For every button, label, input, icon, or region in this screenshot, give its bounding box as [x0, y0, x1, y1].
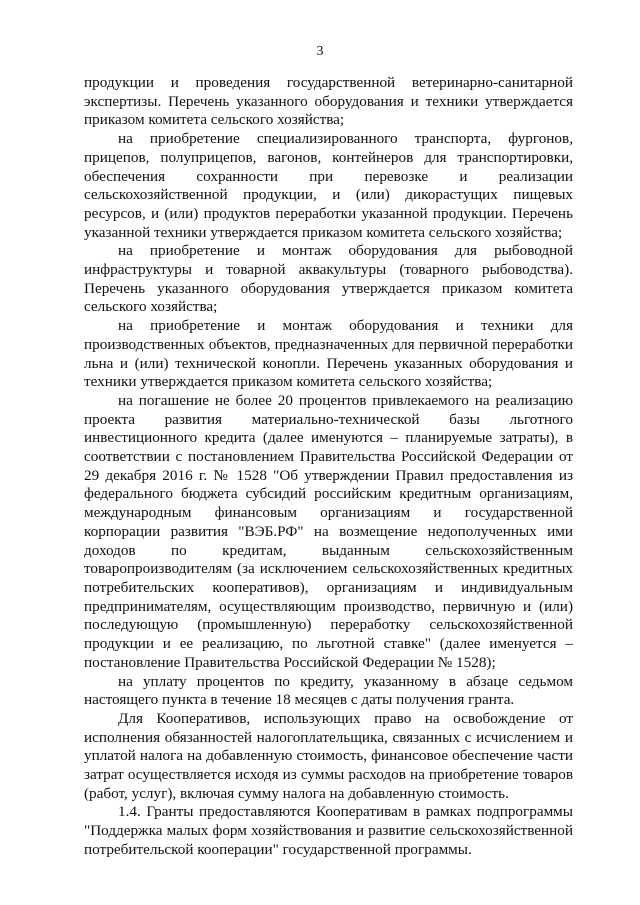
- paragraph-vat-exemption: Для Кооперативов, использующих право на освобождение от исполнения обязанностей налогоплательщика, связанных с исчислением и уплатой налога на добавленную стоимость, финансовое обеспечение части затрат осуществляется исходя из суммы расходов на приобретение товаров (работ, услуг), включая сумму налога на добавленную стоимость.: [84, 709, 573, 802]
- paragraph-transport: на приобретение специализированного транспорта, фургонов, прицепов, полуприцепов, вагонов, контейнеров для транспортировки, обеспечения сохранности при перевозке и реализации сельскохозяйственной продукции, и (или) дикорастущих пищевых ресурсов, и (или) продуктов переработки указанной продукции. Перечень указанной техники утверждается приказом комитета сельского хозяйства;: [84, 130, 573, 241]
- paragraph-interest-payment: на уплату процентов по кредиту, указанному в абзаце седьмом настоящего пункта в течение 18 месяцев с даты получения гранта.: [84, 672, 573, 709]
- page-number: 3: [316, 44, 324, 59]
- paragraph-flax-hemp: на приобретение и монтаж оборудования и техники для производственных объектов, предназначенных для первичной переработки льна и (или) технической конопли. Перечень указанных оборудования и техники утверждается приказом комитета сельского хозяйства;: [84, 317, 573, 391]
- paragraph-equipment-continuation: продукции и проведения государственной ветеринарно-санитарной экспертизы. Перечень указанного оборудования и техники утверждается приказом комитета сельского хозяйства;: [84, 74, 573, 129]
- paragraph-loan-repayment: на погашение не более 20 процентов привлекаемого на реализацию проекта развития материально-технической базы льготного инвестиционного кредита (далее именуются – планируемые затраты), в соответствии с постановлением Правительства Российской Федерации от 29 декабря 2016 г. № 1528 "Об утверждении Правил предоставления из федерального бюджета субсидий российским кредитным организациям, международным финансовым организациям и государственной корпорации развития "ВЭБ.РФ" на возмещение недополученных ими доходов по кредитам, выданным сельскохозяйственным товаропроизводителям (за исключением сельскохозяйственных кредитных потребительских кооперативов), организациям и индивидуальным предпринимателям, осуществляющим производство, первичную и (или) последующую (промышленную) переработку сельскохозяйственной продукции и ее реализацию, по льготной ставке" (далее именуется – постановление Правительства Российской Федерации № 1528);: [84, 391, 573, 671]
- document-body: [84, 74, 573, 860]
- paragraph-section-1-4: 1.4. Гранты предоставляются Кооперативам в рамках подпрограммы "Поддержка малых форм хозяйствования и развитие сельскохозяйственной потребительской кооперации" государственной программы.: [84, 803, 573, 858]
- paragraph-fish-farming: на приобретение и монтаж оборудования для рыбоводной инфраструктуры и товарной аквакультуры (товарного рыбоводства). Перечень указанного оборудования утверждается приказом комитета сельского хозяйства;: [84, 242, 573, 316]
